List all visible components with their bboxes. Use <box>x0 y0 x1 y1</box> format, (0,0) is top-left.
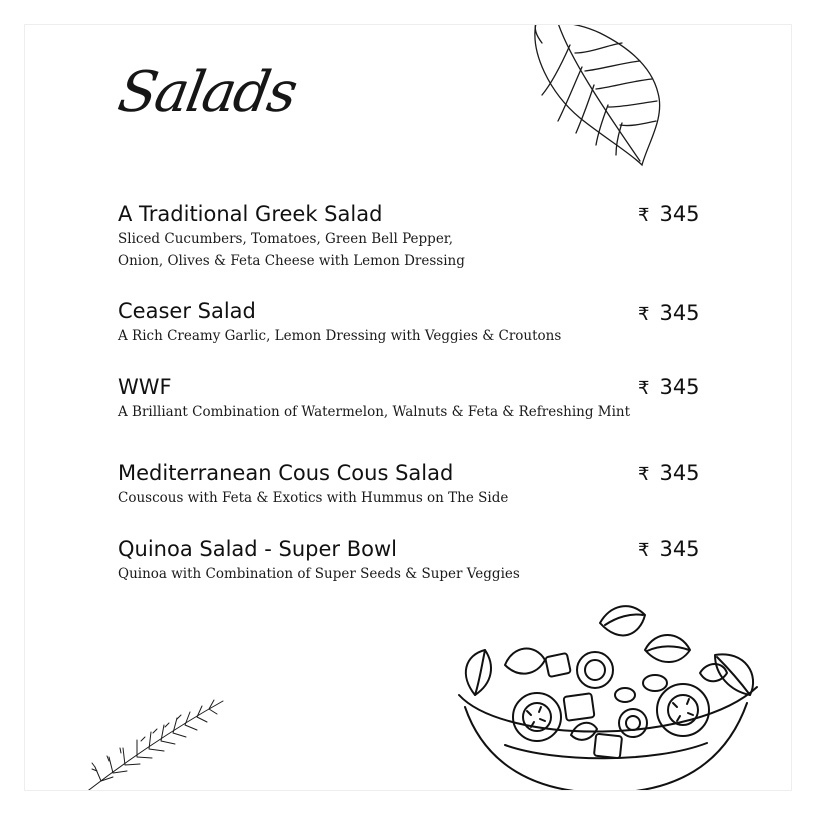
item-name: WWF <box>118 375 172 399</box>
item-price <box>638 536 700 564</box>
menu-item <box>118 374 718 423</box>
item-price <box>638 300 700 328</box>
item-name: Mediterranean Cous Cous Salad <box>118 461 454 485</box>
item-price <box>638 201 700 229</box>
item-description: A Rich Creamy Garlic, Lemon Dressing with Veggies & Croutons <box>118 328 562 344</box>
menu-page <box>24 24 792 791</box>
item-description: Quinoa with Combination of Super Seeds & Super Veggies <box>118 566 520 582</box>
menu-item <box>118 201 718 272</box>
price-value: 345 <box>659 375 700 399</box>
item-name: Ceaser Salad <box>118 299 256 323</box>
menu-item <box>118 298 718 347</box>
salad-bowl-illustration <box>445 595 765 791</box>
rupee-icon: ₹ <box>638 540 650 561</box>
item-description: Sliced Cucumbers, Tomatoes, Green Bell Pepper, Onion, Olives & Feta Cheese with Lemon Dressing <box>118 231 465 269</box>
rupee-icon: ₹ <box>638 378 650 399</box>
item-description: Couscous with Feta & Exotics with Hummus on The Side <box>118 490 509 506</box>
price-value: 345 <box>659 301 700 325</box>
rupee-icon: ₹ <box>638 464 650 485</box>
price-value: 345 <box>659 461 700 485</box>
rupee-icon: ₹ <box>638 304 650 325</box>
item-price <box>638 460 700 488</box>
fern-illustration <box>81 695 231 791</box>
item-description: A Brilliant Combination of Watermelon, Walnuts & Feta & Refreshing Mint <box>118 404 631 420</box>
item-name: A Traditional Greek Salad <box>118 202 383 226</box>
leaf-illustration <box>530 24 670 168</box>
menu-heading: Salads <box>113 60 301 125</box>
item-price <box>638 374 700 402</box>
menu-item <box>118 536 718 585</box>
item-name: Quinoa Salad - Super Bowl <box>118 537 397 561</box>
price-value: 345 <box>659 202 700 226</box>
rupee-icon: ₹ <box>638 205 650 226</box>
menu-item <box>118 460 718 509</box>
price-value: 345 <box>659 537 700 561</box>
